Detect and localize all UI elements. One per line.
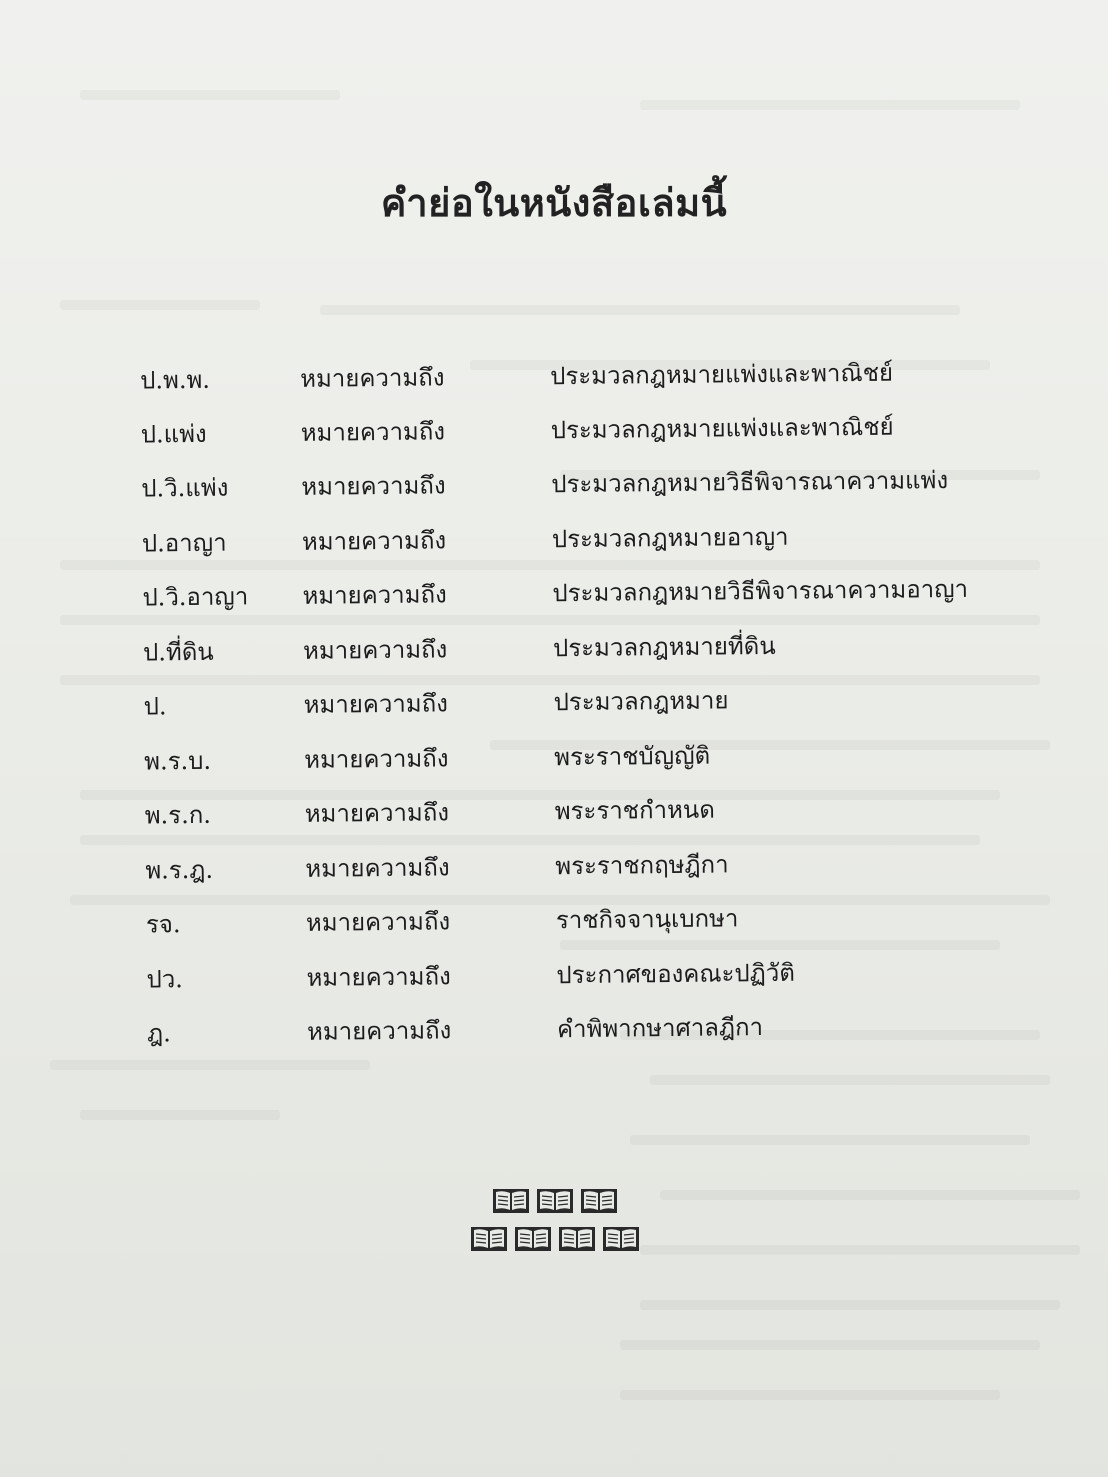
page-title: คำย่อในหนังสือเล่มนี้ bbox=[380, 180, 728, 225]
full-term: ประมวลกฎหมายวิธีพิจารณาความอาญา bbox=[552, 574, 969, 608]
full-term: ประมวลกฎหมายวิธีพิจารณาความแพ่ง bbox=[551, 466, 949, 499]
open-book-icon bbox=[557, 1223, 597, 1255]
full-term: พระราชกฤษฎีกา bbox=[555, 850, 729, 881]
meaning-label: หมายความถึง bbox=[304, 798, 450, 828]
meaning-label: หมายความถึง bbox=[301, 471, 446, 501]
full-term: ราชกิจจานุเบกษา bbox=[555, 904, 739, 935]
full-term: ประมวลกฎหมาย bbox=[553, 686, 729, 717]
full-term: ประมวลกฎหมายแพ่งและพาณิชย์ bbox=[550, 412, 894, 445]
abbreviation-row bbox=[140, 349, 1080, 403]
abbreviation-row bbox=[142, 512, 1082, 566]
abbreviation-row bbox=[146, 948, 1086, 1002]
open-book-icon bbox=[579, 1185, 619, 1217]
abbreviation-term: ป.แพ่ง bbox=[140, 419, 207, 449]
abbreviation-term: รจ. bbox=[145, 910, 181, 939]
abbreviation-term: ป.วิ.แพ่ง bbox=[141, 473, 229, 503]
abbreviation-list bbox=[0, 348, 1108, 1060]
abbreviation-row bbox=[145, 839, 1085, 893]
full-term: ประมวลกฎหมายแพ่งและพาณิชย์ bbox=[550, 358, 894, 391]
abbreviation-term: ป.อาญา bbox=[141, 528, 227, 558]
meaning-label: หมายความถึง bbox=[306, 1016, 452, 1046]
abbreviation-row bbox=[141, 403, 1081, 457]
abbreviation-term: ฎ. bbox=[146, 1019, 171, 1048]
meaning-label: หมายความถึง bbox=[305, 907, 451, 937]
full-term: พระราชบัญญัติ bbox=[554, 741, 711, 772]
meaning-label: หมายความถึง bbox=[306, 962, 451, 992]
abbreviation-term: ป. bbox=[143, 692, 167, 721]
abbreviation-row bbox=[147, 1002, 1087, 1056]
abbreviation-row bbox=[143, 675, 1083, 729]
abbreviation-term: พ.ร.ฎ. bbox=[145, 855, 214, 885]
abbreviation-row bbox=[141, 457, 1081, 511]
meaning-label: หมายความถึง bbox=[302, 580, 447, 610]
full-term: ประมวลกฎหมายที่ดิน bbox=[552, 631, 776, 663]
ornament-row bbox=[455, 1185, 655, 1217]
open-book-icon bbox=[491, 1185, 531, 1217]
abbreviation-term: ป.พ.พ. bbox=[140, 365, 211, 395]
abbreviation-row bbox=[145, 784, 1085, 838]
open-book-icon bbox=[601, 1223, 641, 1255]
full-term: คำพิพากษาศาลฎีกา bbox=[556, 1013, 764, 1044]
meaning-label: หมายความถึง bbox=[300, 363, 445, 393]
full-term: ประมวลกฎหมายอาญา bbox=[551, 522, 789, 554]
book-ornament bbox=[455, 1185, 655, 1261]
abbreviation-term: พ.ร.บ. bbox=[144, 746, 212, 776]
abbreviation-term: ป.ที่ดิน bbox=[142, 637, 214, 667]
meaning-label: หมายความถึง bbox=[300, 417, 446, 447]
abbreviation-row bbox=[146, 893, 1086, 947]
full-term: ประกาศของคณะปฏิวัติ bbox=[556, 958, 796, 990]
meaning-label: หมายความถึง bbox=[303, 689, 449, 719]
open-book-icon bbox=[513, 1223, 553, 1255]
full-term: พระราชกำหนด bbox=[554, 795, 715, 826]
meaning-label: หมายความถึง bbox=[304, 744, 449, 774]
abbreviation-row bbox=[144, 730, 1084, 784]
ornament-row bbox=[455, 1223, 655, 1255]
abbreviation-row bbox=[143, 621, 1083, 675]
meaning-label: หมายความถึง bbox=[305, 853, 450, 883]
meaning-label: หมายความถึง bbox=[302, 635, 448, 665]
abbreviation-term: ปว. bbox=[146, 965, 183, 994]
abbreviation-term: ป.วิ.อาญา bbox=[142, 582, 249, 612]
open-book-icon bbox=[469, 1223, 509, 1255]
open-book-icon bbox=[535, 1185, 575, 1217]
meaning-label: หมายความถึง bbox=[301, 526, 447, 556]
abbreviation-term: พ.ร.ก. bbox=[144, 800, 212, 830]
abbreviation-row bbox=[142, 566, 1082, 620]
